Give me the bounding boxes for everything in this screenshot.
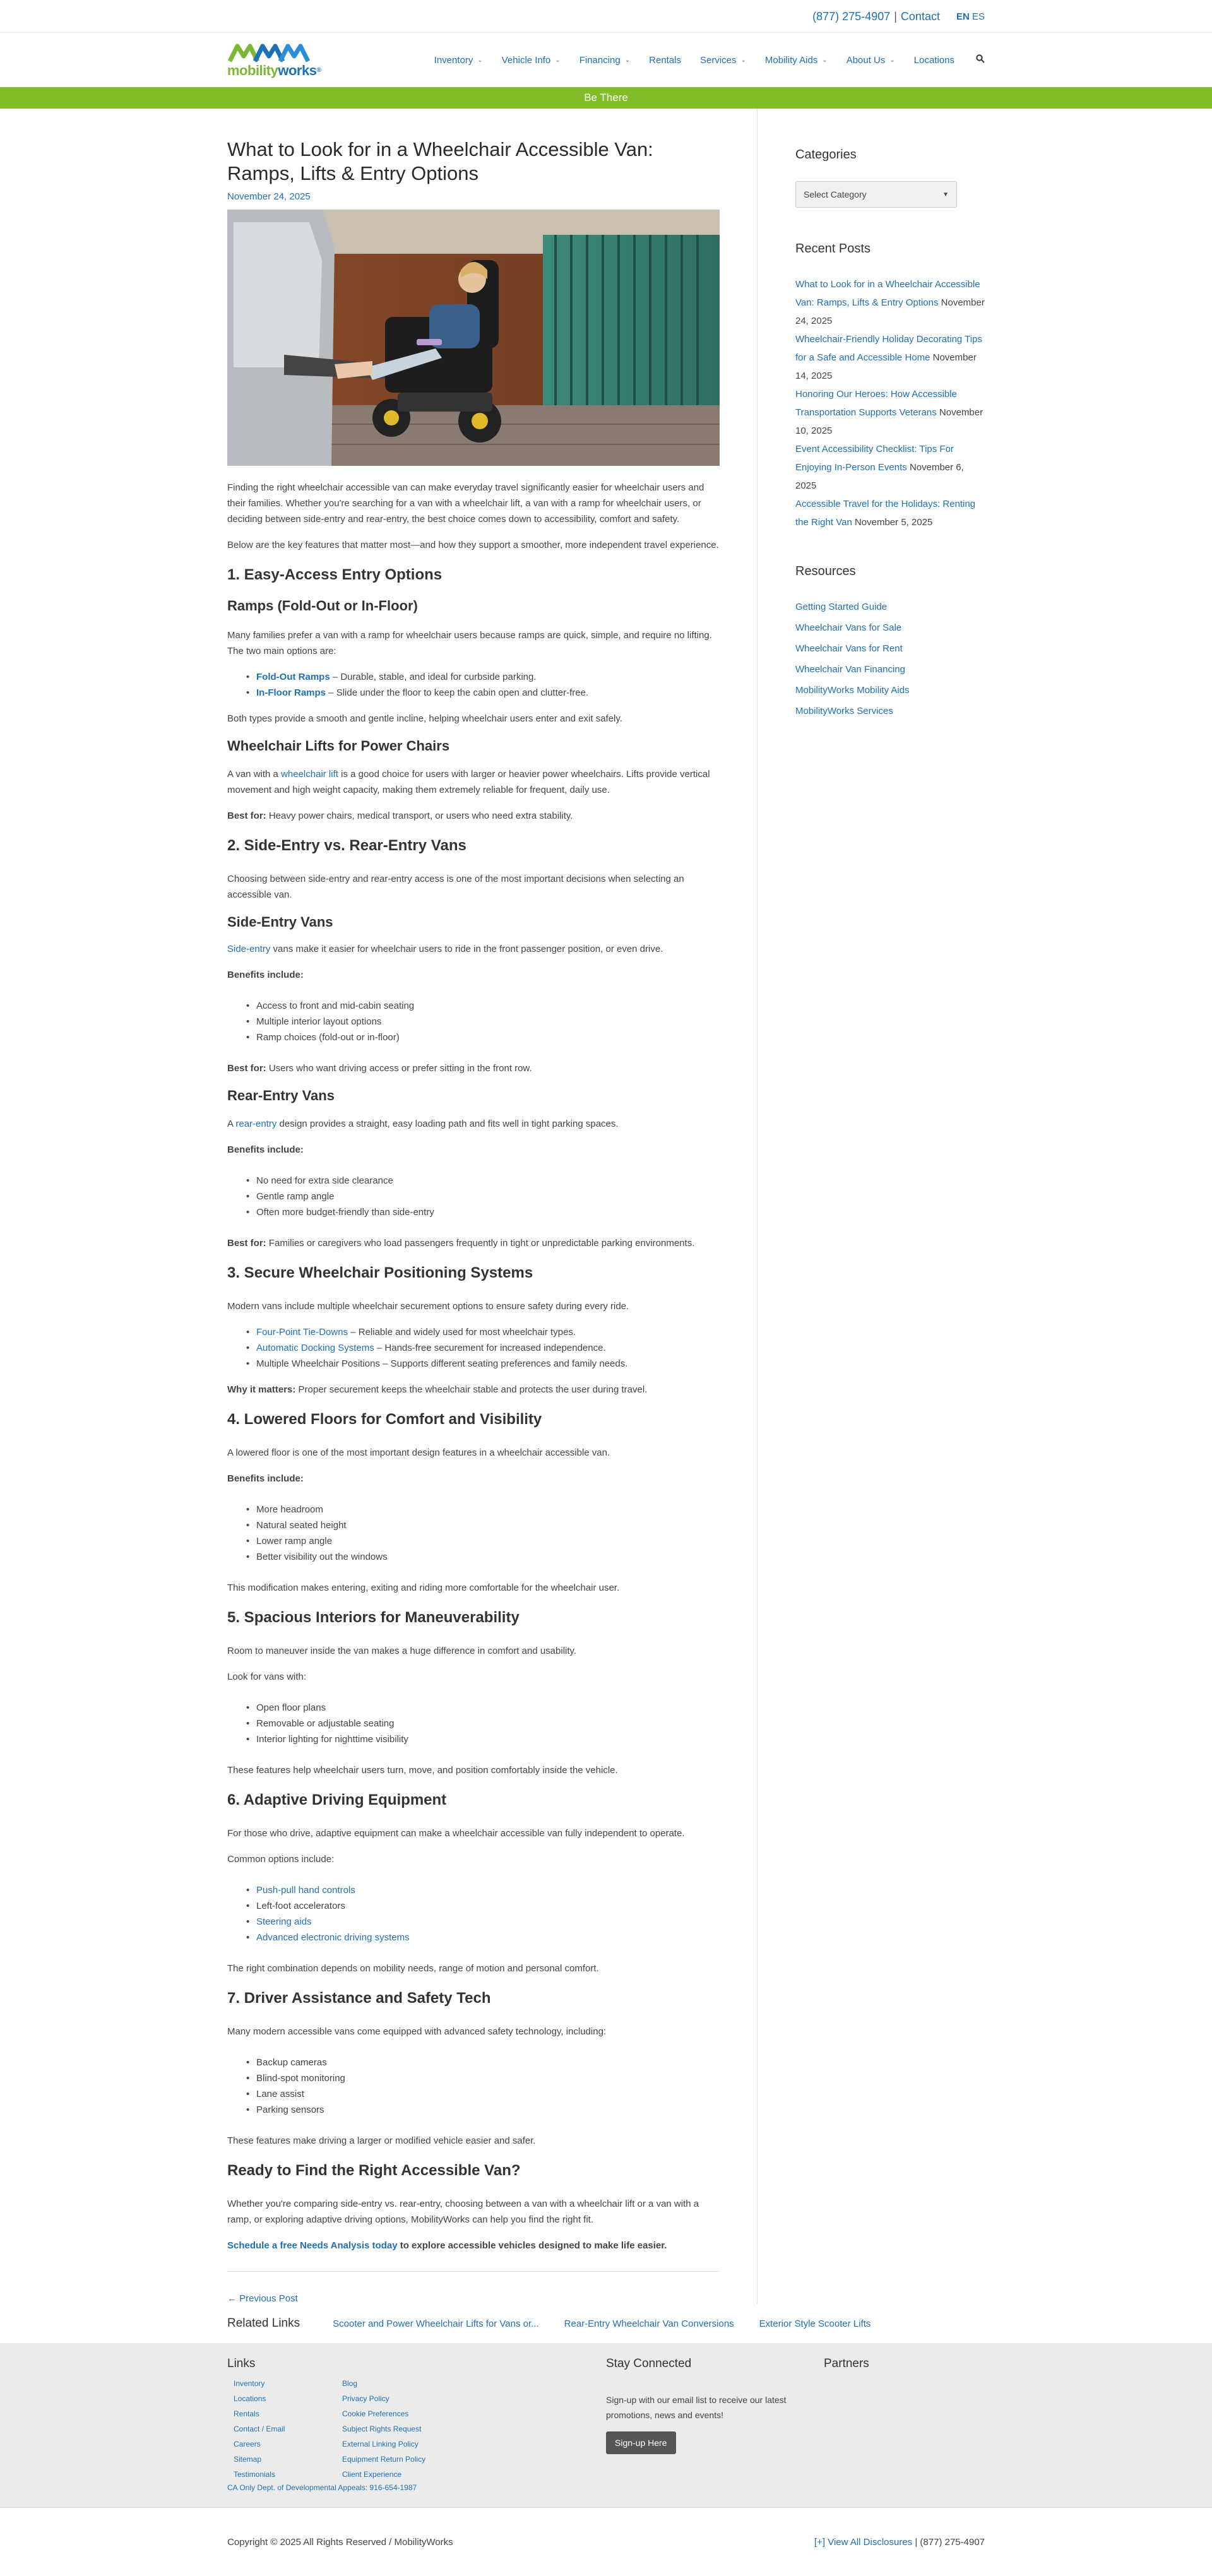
- list-item: • Interior lighting for nighttime visibility: [256, 1731, 719, 1747]
- section-6-after: The right combination depends on mobility needs, range of motion and personal comfort.: [227, 1963, 599, 1974]
- footer-links-heading: Links: [227, 2357, 256, 2370]
- footer-link[interactable]: Sitemap: [234, 2455, 262, 2464]
- phone-link[interactable]: (877) 275-4907: [812, 9, 891, 23]
- related-links-bar: [0, 2304, 1212, 2343]
- list-item: • Fold-Out Ramps – Durable, stable, and ideal for curbside parking.: [256, 669, 719, 685]
- wheelchair-van-photo-icon: [227, 210, 720, 466]
- section-5-paragraph: Room to maneuver inside the van makes a huge difference in comfort and usability.: [227, 1646, 577, 1656]
- nav-item-label: Services: [700, 54, 737, 66]
- list-item: • Multiple Wheelchair Positions – Supports different seating preferences and family needs.: [256, 1356, 719, 1372]
- nav-item-about-us[interactable]: [847, 55, 895, 66]
- footer-link[interactable]: Client Experience: [342, 2470, 402, 2479]
- footer-link[interactable]: Privacy Policy: [342, 2394, 389, 2403]
- nav-item-label: Mobility Aids: [764, 54, 818, 66]
- list-item: [256, 1914, 719, 1930]
- resource-link[interactable]: Wheelchair Vans for Rent: [795, 643, 903, 654]
- list-item: • Parking sensors: [256, 2102, 719, 2118]
- recent-post: [795, 330, 985, 385]
- section-7-paragraph: Many modern accessible vans come equipped with advanced safety technology, including:: [227, 2026, 607, 2037]
- cta-heading: Ready to Find the Right Accessible Van?: [227, 2162, 521, 2179]
- list-item: • Access to front and mid-cabin seating: [256, 998, 719, 1014]
- chevron-down-icon: ▼: [942, 191, 949, 198]
- nav-item-vehicle-info[interactable]: [502, 55, 561, 66]
- floor-benefits-list: [227, 1502, 719, 1565]
- section-7-after: These features make driving a larger or modified vehicle easier and safer.: [227, 2135, 536, 2146]
- nav-item-label: Rentals: [649, 54, 681, 66]
- lifts-heading: Wheelchair Lifts for Power Chairs: [227, 738, 450, 754]
- top-separator: |: [894, 9, 897, 23]
- recent-posts-list: [795, 275, 985, 531]
- list-item: • Ramp choices (fold-out or in-floor): [256, 1030, 719, 1045]
- contact-link[interactable]: Contact: [900, 9, 940, 23]
- post-content: [227, 109, 758, 2304]
- nav-item-financing[interactable]: [579, 55, 630, 66]
- footer-link[interactable]: Inventory: [234, 2379, 265, 2388]
- category-select-value: Select Category: [804, 189, 867, 199]
- list-item: • Often more budget-friendly than side-entry: [256, 1204, 719, 1220]
- list-item: • More headroom: [256, 1502, 719, 1517]
- nav-item-inventory[interactable]: [434, 55, 483, 66]
- rear-best-for: Best for: Families or caregivers who load passengers frequently in tight or unpredictable parking environments.: [227, 1238, 695, 1249]
- list-item: • Natural seated height: [256, 1517, 719, 1533]
- hero-image: [227, 210, 720, 466]
- main-nav: [415, 54, 985, 66]
- related-link[interactable]: Exterior Style Scooter Lifts: [759, 2318, 871, 2329]
- recent-post-date: November 14, 2025: [795, 352, 977, 381]
- footer-link[interactable]: Contact / Email: [234, 2425, 285, 2433]
- recent-post-date: November 6, 2025: [795, 462, 964, 491]
- recent-post-link[interactable]: Honoring Our Heroes: How Accessible Transportation Supports Veterans: [795, 389, 957, 418]
- sidebar: [758, 109, 985, 2304]
- adaptive-equipment-list: [227, 1882, 719, 1945]
- rear-entry-heading: Rear-Entry Vans: [227, 1088, 335, 1103]
- cta-paragraph: Whether you're comparing side-entry vs. rear-entry, choosing between a van with a wheelchair lift or a van with a ramp, or exploring adaptive driving options, MobilityWorks can help you find the right fit.: [227, 2199, 699, 2225]
- section-5-after: These features help wheelchair users turn, move, and position comfortably inside the vehicle.: [227, 1765, 618, 1776]
- rear-benefits-label: Benefits include:: [227, 1144, 304, 1155]
- site-footer: [0, 2343, 1212, 2507]
- resource-link[interactable]: MobilityWorks Mobility Aids: [795, 685, 910, 696]
- list-item: • No need for extra side clearance: [256, 1173, 719, 1189]
- nav-item-label: Inventory: [434, 54, 473, 66]
- post-body: [227, 480, 719, 2253]
- chevron-down-icon: ⌄: [555, 56, 561, 64]
- partners-column: [824, 2357, 985, 2493]
- section-2-heading: 2. Side-Entry vs. Rear-Entry Vans: [227, 837, 466, 854]
- common-options-label: Common options include:: [227, 1854, 335, 1865]
- nav-item-locations[interactable]: [914, 55, 954, 66]
- look-for-label: Look for vans with:: [227, 1671, 307, 1682]
- recent-post-link[interactable]: Event Accessibility Checklist: Tips For Enjoying In-Person Events: [795, 444, 954, 473]
- list-item: • Open floor plans: [256, 1700, 719, 1716]
- recent-post-link[interactable]: Wheelchair-Friendly Holiday Decorating Tips for a Safe and Accessible Home: [795, 334, 982, 363]
- resource-link[interactable]: Getting Started Guide: [795, 602, 888, 612]
- chevron-down-icon: ⌄: [624, 56, 631, 64]
- lifts-best-for: Best for: Heavy power chairs, medical transport, or users who need extra stability.: [227, 810, 573, 821]
- side-benefits-list: [227, 998, 719, 1045]
- resource-link[interactable]: MobilityWorks Services: [795, 706, 893, 716]
- electronic-driving-link[interactable]: Advanced electronic driving systems: [256, 1932, 410, 1943]
- side-entry-heading: Side-Entry Vans: [227, 914, 333, 930]
- recent-post-link[interactable]: Accessible Travel for the Holidays: Renting the Right Van: [795, 499, 976, 528]
- view-disclosures-link[interactable]: [+] View All Disclosures: [814, 2536, 913, 2548]
- rear-benefits-list: [227, 1173, 719, 1220]
- nav-item-label: Financing: [579, 54, 621, 66]
- search-icon[interactable]: [976, 54, 985, 66]
- language-switcher: [956, 11, 985, 22]
- steering-aids-link[interactable]: Steering aids: [256, 1916, 312, 1927]
- footer-link[interactable]: Locations: [234, 2394, 266, 2403]
- recent-post: [795, 385, 985, 440]
- section-4-heading: 4. Lowered Floors for Comfort and Visibility: [227, 1411, 542, 1428]
- bottom-phone-link[interactable]: (877) 275-4907: [920, 2536, 985, 2548]
- recent-post: [795, 495, 985, 531]
- section-3-paragraph: Modern vans include multiple wheelchair securement options to ensure safety during every ride.: [227, 1301, 629, 1312]
- section-7-heading: 7. Driver Assistance and Safety Tech: [227, 1990, 491, 2007]
- footer-link[interactable]: Testimonials: [234, 2470, 276, 2479]
- list-item: • Lower ramp angle: [256, 1533, 719, 1549]
- related-link[interactable]: Scooter and Power Wheelchair Lifts for Vans or...: [333, 2318, 539, 2329]
- list-item: • Automatic Docking Systems – Hands-free securement for increased independence.: [256, 1340, 719, 1356]
- section-5-heading: 5. Spacious Interiors for Maneuverability: [227, 1609, 520, 1626]
- chevron-down-icon: ⌄: [477, 56, 483, 64]
- recent-post: [795, 275, 985, 330]
- footer-link[interactable]: Cookie Preferences: [342, 2409, 409, 2418]
- resources-heading: Resources: [795, 564, 856, 578]
- footer-links: [227, 2376, 606, 2482]
- wheelchair-lift-link[interactable]: wheelchair lift: [281, 769, 338, 780]
- ramps-list: [227, 669, 719, 701]
- list-item: • In-Floor Ramps – Slide under the floor to keep the cabin open and clutter-free.: [256, 685, 719, 701]
- footer-link[interactable]: Equipment Return Policy: [342, 2455, 426, 2464]
- side-entry-paragraph: Side-entry vans make it easier for wheelchair users to ride in the front passenger position, or even drive.: [227, 944, 663, 954]
- rear-entry-paragraph: A rear-entry design provides a straight, easy loading path and fits well in tight parking spaces.: [227, 1119, 619, 1129]
- list-item: • Backup cameras: [256, 2055, 719, 2070]
- footer-links-column: [227, 2357, 606, 2493]
- list-item: • Four-Point Tie-Downs – Reliable and widely used for most wheelchair types.: [256, 1324, 719, 1340]
- rear-entry-link[interactable]: rear-entry: [235, 1119, 277, 1129]
- category-select[interactable]: [795, 181, 957, 208]
- nav-item-services[interactable]: [700, 55, 746, 66]
- footer-link[interactable]: Rentals: [234, 2409, 259, 2418]
- banner-text: Be There: [584, 92, 628, 104]
- footer-link[interactable]: External Linking Policy: [342, 2440, 419, 2448]
- list-item: • Multiple interior layout options: [256, 1014, 719, 1030]
- list-item: • Better visibility out the windows: [256, 1549, 719, 1565]
- footer-links-col-2: [336, 2376, 444, 2482]
- related-link[interactable]: Rear-Entry Wheelchair Van Conversions: [564, 2318, 734, 2329]
- side-entry-link[interactable]: Side-entry: [227, 944, 271, 954]
- section-6-paragraph: For those who drive, adaptive equipment can make a wheelchair accessible van fully independent to operate.: [227, 1828, 685, 1839]
- copyright: Copyright © 2025 All Rights Reserved / MobilityWorks: [227, 2536, 453, 2548]
- stay-connected-text: Sign-up with our email list to receive our latest promotions, news and events!: [606, 2395, 787, 2420]
- section-4-after: This modification makes entering, exiting and riding more comfortable for the wheelchair user.: [227, 1582, 620, 1593]
- floor-benefits-label: Benefits include:: [227, 1473, 304, 1484]
- recent-post-link[interactable]: What to Look for in a Wheelchair Accessible Van: Ramps, Lifts & Entry Options: [795, 279, 980, 308]
- nav-item-label: About Us: [846, 54, 886, 66]
- list-item: • Left-foot accelerators: [256, 1898, 719, 1914]
- post-title: What to Look for in a Wheelchair Accessible Van: Ramps, Lifts & Entry Options: [227, 138, 653, 184]
- footer-link[interactable]: Blog: [342, 2379, 358, 2388]
- previous-post-link[interactable]: ← Previous Post: [227, 2293, 298, 2304]
- side-best-for: Best for: Users who want driving access or prefer sitting in the front row.: [227, 1063, 532, 1074]
- section-3-heading: 3. Secure Wheelchair Positioning Systems: [227, 1264, 533, 1281]
- ca-appeals-note[interactable]: CA Only Dept. of Developmental Appeals: 916-654-1987: [227, 2483, 417, 2492]
- ramps-after-paragraph: Both types provide a smooth and gentle incline, helping wheelchair users enter and exit safely.: [227, 713, 622, 724]
- lang-es-link[interactable]: ES: [971, 11, 985, 22]
- intro-paragraph-2: Below are the key features that matter most—and how they support a smoother, more independent travel experience.: [227, 540, 719, 550]
- stay-connected-column: [606, 2357, 824, 2493]
- securement-list: [227, 1324, 719, 1372]
- side-benefits-label: Benefits include:: [227, 970, 304, 980]
- lifts-paragraph: A van with a wheelchair lift is a good choice for users with larger or heavier power wheelchairs. Lifts provide vertical movement and high weight capacity, making them extremely reliable for frequent, daily use.: [227, 769, 710, 795]
- section-2-paragraph: Choosing between side-entry and rear-entry access is one of the most important decisions when selecting an accessible van.: [227, 874, 684, 900]
- resource-link[interactable]: Wheelchair Vans for Sale: [795, 622, 902, 633]
- chevron-down-icon: ⌄: [740, 56, 746, 64]
- post-navigation: [227, 2271, 719, 2304]
- footer-link[interactable]: Careers: [234, 2440, 261, 2448]
- recent-posts-heading: Recent Posts: [795, 242, 870, 256]
- recent-post-date: November 5, 2025: [854, 517, 933, 528]
- chevron-down-icon: ⌄: [822, 56, 828, 64]
- footer-links-col-1: [227, 2376, 336, 2482]
- intro-paragraph-1: Finding the right wheelchair accessible van can make everyday travel significantly easier for wheelchair users and their families. Whether you're searching for a van with a wheelchair lift, a van with a ramp for wheelchair users, or deciding between side-entry and rear-entry, the best choice comes down to accessibility, comfort and safety.: [227, 482, 704, 525]
- list-item: • Gentle ramp angle: [256, 1189, 719, 1204]
- footer-link[interactable]: Subject Rights Request: [342, 2425, 422, 2433]
- automatic-docking-link[interactable]: Automatic Docking Systems: [256, 1343, 374, 1353]
- top-bar: [0, 0, 1212, 33]
- related-links-label: Related Links: [227, 2317, 300, 2330]
- site-logo[interactable]: [227, 42, 328, 78]
- section-1-heading: 1. Easy-Access Entry Options: [227, 566, 443, 583]
- nav-item-label: Vehicle Info: [501, 54, 551, 66]
- list-item: • Removable or adjustable seating: [256, 1716, 719, 1731]
- section-4-paragraph: A lowered floor is one of the most important design features in a wheelchair accessible van.: [227, 1447, 610, 1458]
- safety-tech-list: [227, 2055, 719, 2118]
- list-item: • Blind-spot monitoring: [256, 2070, 719, 2086]
- stay-connected-heading: Stay Connected: [606, 2357, 692, 2370]
- signup-button[interactable]: Sign-up Here: [606, 2431, 676, 2454]
- logo-wordmark: mobilityworks®: [227, 62, 321, 78]
- interior-list: [227, 1700, 719, 1747]
- four-point-tie-downs-link[interactable]: Four-Point Tie-Downs: [256, 1327, 348, 1338]
- categories-heading: Categories: [795, 148, 857, 162]
- needs-analysis-link[interactable]: Schedule a free Needs Analysis today: [227, 2240, 398, 2251]
- list-item: • Lane assist: [256, 2086, 719, 2102]
- recent-post-date: November 24, 2025: [795, 297, 985, 326]
- main-area: [227, 109, 985, 2304]
- resource-link[interactable]: Wheelchair Van Financing: [795, 664, 905, 675]
- partners-heading: Partners: [824, 2357, 869, 2370]
- why-it-matters: Why it matters: Proper securement keeps the wheelchair stable and protects the user during travel.: [227, 1384, 648, 1395]
- nav-item-label: Locations: [913, 54, 954, 66]
- chevron-down-icon: ⌄: [889, 56, 895, 64]
- site-header: [0, 33, 1212, 87]
- nav-item-mobility-aids[interactable]: [765, 55, 828, 66]
- recent-post-date: November 10, 2025: [795, 407, 983, 436]
- logo-mark-icon: [227, 42, 328, 65]
- fold-out-ramps-link[interactable]: Fold-Out Ramps: [256, 672, 330, 682]
- green-banner: [0, 87, 1212, 109]
- recent-post: [795, 440, 985, 495]
- bottom-right: [+] View All Disclosures | (877) 275-4907: [814, 2536, 985, 2548]
- bottom-bar: [0, 2507, 1212, 2575]
- hand-controls-link[interactable]: Push-pull hand controls: [256, 1885, 355, 1896]
- post-date: November 24, 2025: [227, 191, 311, 202]
- resources-list: [795, 597, 985, 721]
- ramps-heading: Ramps (Fold-Out or In-Floor): [227, 598, 418, 614]
- lang-en-link[interactable]: EN: [956, 11, 970, 22]
- section-6-heading: 6. Adaptive Driving Equipment: [227, 1791, 447, 1808]
- ramps-paragraph: Many families prefer a van with a ramp for wheelchair users because ramps are quick, simple, and require no lifting. The two main options are:: [227, 630, 712, 656]
- cta-line: Schedule a free Needs Analysis today to explore accessible vehicles designed to make life easier.: [227, 2240, 667, 2251]
- nav-item-rentals[interactable]: [649, 55, 681, 66]
- in-floor-ramps-link[interactable]: In-Floor Ramps: [256, 687, 326, 698]
- list-item: [256, 1882, 719, 1898]
- list-item: [256, 1930, 719, 1945]
